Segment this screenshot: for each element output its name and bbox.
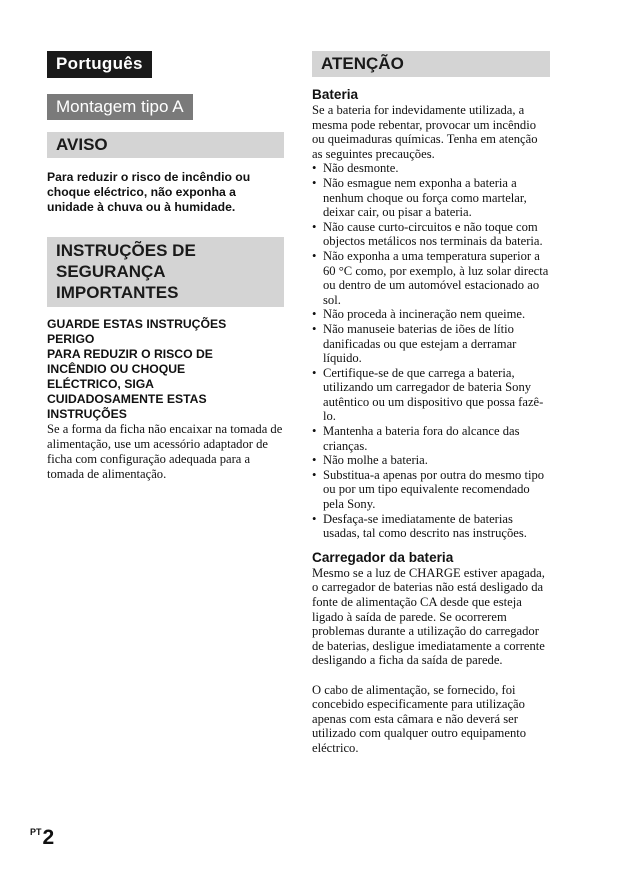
list-item: • Não esmague nem exponha a bateria a nenhum choque ou força como martelar, deixar cair, ou pisar a bateria. [312, 175, 527, 220]
page-language-prefix: PT [30, 827, 42, 837]
keep-line: GUARDE ESTAS INSTRUÇÕES [47, 317, 227, 331]
keep-line: PERIGO [47, 332, 95, 346]
bullet-icon: • [312, 248, 317, 263]
atencao-heading [312, 51, 550, 77]
left-column [47, 51, 284, 482]
right-column [312, 51, 550, 756]
safety-instructions-heading [47, 237, 284, 307]
bullet-icon: • [312, 219, 317, 234]
charger-text: Mesmo se a luz de CHARGE estiver apagada, o carregador de baterias não está desligado da fonte de alimentação CA desde que esteja ligado à saída de parede. Se ocorrerem problemas durante a utilização do carregador de baterias, desligue imediatamente a corrente desligando a ficha da saída de parede. [312, 565, 545, 668]
keep-line: INSTRUÇÕES [47, 407, 127, 421]
keep-line: ELÉCTRICO, SIGA [47, 377, 154, 391]
bullet-icon: • [312, 424, 317, 439]
language-tab: Português [47, 51, 152, 78]
bullet-icon: • [312, 161, 317, 176]
safety-heading-line-1: INSTRUÇÕES DE [56, 241, 196, 260]
bullet-icon: • [312, 467, 317, 482]
list-item: • Mantenha a bateria fora do alcance das crianças. [312, 424, 520, 453]
power-cord-text: O cabo de alimentação, se fornecido, foi concebido especificamente para utilização apenas com esta câmara e não deverá ser utilizado com qualquer outro equipamento eléctrico. [312, 682, 527, 755]
keep-line: CUIDADOSAMENTE ESTAS [47, 392, 207, 406]
charger-heading: Carregador da bateria [312, 549, 454, 565]
battery-heading: Bateria [312, 87, 359, 102]
keep-line: INCÊNDIO OU CHOQUE [47, 362, 186, 376]
list-item: • Substitua-a apenas por outra do mesmo tipo ou por um tipo equivalente recomendado pela Sony. [312, 467, 545, 512]
paragraph-gap [312, 668, 550, 683]
bullet-icon: • [312, 453, 317, 468]
aviso-title: AVISO [56, 135, 108, 154]
list-item: • Não manuseie baterias de iões de lítio danificadas ou que estejam a derramar líquido. [312, 321, 517, 366]
keep-line: PARA REDUZIR O RISCO DE [47, 347, 213, 361]
list-item: • Desfaça-se imediatamente de baterias usadas, tal como descrito nas instruções. [312, 511, 527, 541]
mount-type-label: Montagem tipo A [47, 94, 193, 120]
bullet-icon: • [312, 511, 317, 526]
list-item: • Não cause curto-circuitos e não toque com objectos metálicos nos terminais da bateria. [312, 219, 543, 249]
aviso-heading [47, 132, 284, 158]
page-number [30, 826, 54, 850]
bullet-icon: • [312, 321, 317, 336]
bullet-icon: • [312, 307, 317, 322]
list-item: • Não proceda à incineração nem queime. [312, 307, 526, 322]
list-item: • Não exponha a uma temperatura superior a 60 °C como, por exemplo, à luz solar directa ou dentro de um automóvel estacionado ao sol. [312, 248, 549, 307]
plug-adapter-text: Se a forma da ficha não encaixar na tomada de alimentação, use um acessório adaptador de ficha com configuração adequada para a tomada de alimentação. [47, 422, 283, 481]
safety-heading-line-2: SEGURANÇA IMPORTANTES [56, 262, 179, 302]
aviso-text: Para reduzir o risco de incêndio ou choque eléctrico, não exponha a unidade à chuva ou à humidade. [47, 170, 251, 214]
battery-intro: Se a bateria for indevidamente utilizada, a mesma pode rebentar, provocar um incêndio ou queimaduras químicas. Tenha em atenção as seguintes precauções. [312, 103, 538, 161]
keep-instructions-block [47, 317, 284, 422]
bullet-icon: • [312, 365, 317, 380]
atencao-title: ATENÇÃO [321, 54, 404, 73]
list-item: • Não desmonte. [312, 161, 399, 176]
page-number-value: 2 [42, 826, 55, 849]
list-item: • Certifique-se de que carrega a bateria, utilizando um carregador de bateria Sony autêntico ou um dispositivo que possa fazê-lo. [312, 365, 544, 424]
bullet-icon: • [312, 175, 317, 190]
battery-precautions-list [312, 161, 550, 540]
list-item: • Não molhe a bateria. [312, 453, 428, 468]
